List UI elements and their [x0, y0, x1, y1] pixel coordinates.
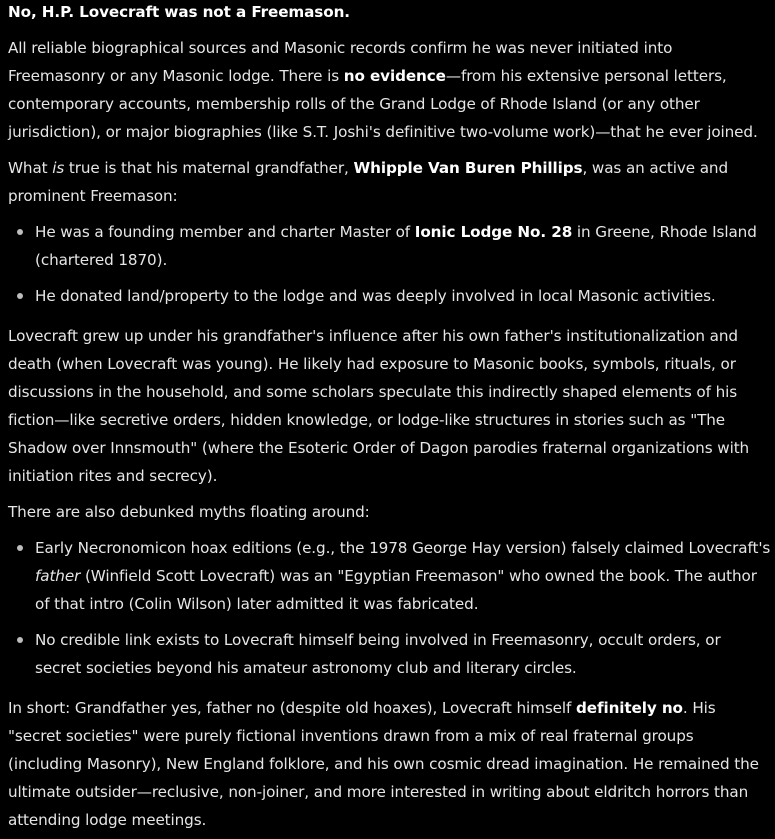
myths-list: [8, 534, 771, 682]
grandfather-facts-list: [8, 218, 771, 310]
paragraph-influence: Lovecraft grew up under his grandfather's influence after his own father's institutionalization and death (when Lovecraft was young). He likely had exposure to Masonic books, symbols, rituals, or discussions in the household, and some scholars speculate this indirectly shaped elements of his fiction—like secretive orders, hidden knowledge, or lodge-like structures in stories such as "The Shadow over Innsmouth" (where the Esoteric Order of Dagon parodies fraternal organizations with initiation rites and secrecy).: [8, 327, 750, 485]
bullet-icon: [17, 545, 23, 551]
list-item: [8, 626, 771, 682]
text-segment: No credible link exists to Lovecraft himself being involved in Freemasonry, occult orders, or secret societies beyond his amateur astronomy club and literary circles.: [35, 631, 721, 677]
paragraph-no-evidence: [8, 34, 771, 146]
text-segment: true is that his maternal grandfather,: [64, 159, 354, 177]
text-segment: What: [8, 159, 53, 177]
paragraph-summary: [8, 694, 771, 834]
emphasis-definitely-no: definitely no: [575, 699, 683, 717]
headline: No, H.P. Lovecraft was not a Freemason.: [8, 3, 350, 21]
list-item: [8, 534, 771, 618]
text-segment: (Winfield Scott Lovecraft) was an "Egyptian Freemason" who owned the book. The author of that intro (Colin Wilson) later admitted it was fabricated.: [35, 567, 757, 613]
bullet-icon: [17, 637, 23, 643]
paragraph-grandfather: [8, 154, 771, 210]
bullet-icon: [17, 293, 23, 299]
list-item: [8, 218, 771, 274]
text-segment: in Greene, Rhode Island (chartered 1870).: [35, 223, 757, 269]
text-segment: , was an active and prominent Freemason:: [8, 159, 729, 205]
emphasis-no-evidence: no evidence: [343, 67, 446, 85]
text-segment: He was a founding member and charter Master of: [35, 223, 415, 241]
text-segment: All reliable biographical sources and Masonic records confirm he was never initiated into Freemasonry or any Masonic lodge. There is: [8, 39, 673, 85]
emphasis-grandfather-name: Whipple Van Buren Phillips: [353, 159, 583, 177]
emphasis-is: is: [52, 159, 65, 177]
emphasis-father: father: [35, 567, 81, 585]
bullet-icon: [17, 229, 23, 235]
emphasis-lodge-name: Ionic Lodge No. 28: [414, 223, 573, 241]
text-segment: In short: Grandfather yes, father no (despite old hoaxes), Lovecraft himself: [8, 699, 576, 717]
text-segment: Early Necronomicon hoax editions (e.g., the 1978 George Hay version) falsely claimed Lovecraft's: [35, 539, 771, 557]
text-segment: He donated land/property to the lodge and was deeply involved in local Masonic activities.: [35, 287, 716, 305]
paragraph-myths-intro: There are also debunked myths floating around:: [8, 503, 370, 521]
text-segment: . His "secret societies" were purely fictional inventions drawn from a mix of real fraternal groups (including Masonry), New England folklore, and his own cosmic dread imagination. He remained the ultimate outsider—reclusive, non-joiner, and more interested in writing about eldritch horrors than attending lodge meetings.: [8, 699, 759, 829]
text-segment: —from his extensive personal letters, contemporary accounts, membership rolls of the Grand Lodge of Rhode Island (or any other jurisdiction), or major biographies (like S.T. Joshi's definitive two-volume work)—that he ever joined.: [8, 67, 758, 141]
list-item: [8, 282, 771, 310]
